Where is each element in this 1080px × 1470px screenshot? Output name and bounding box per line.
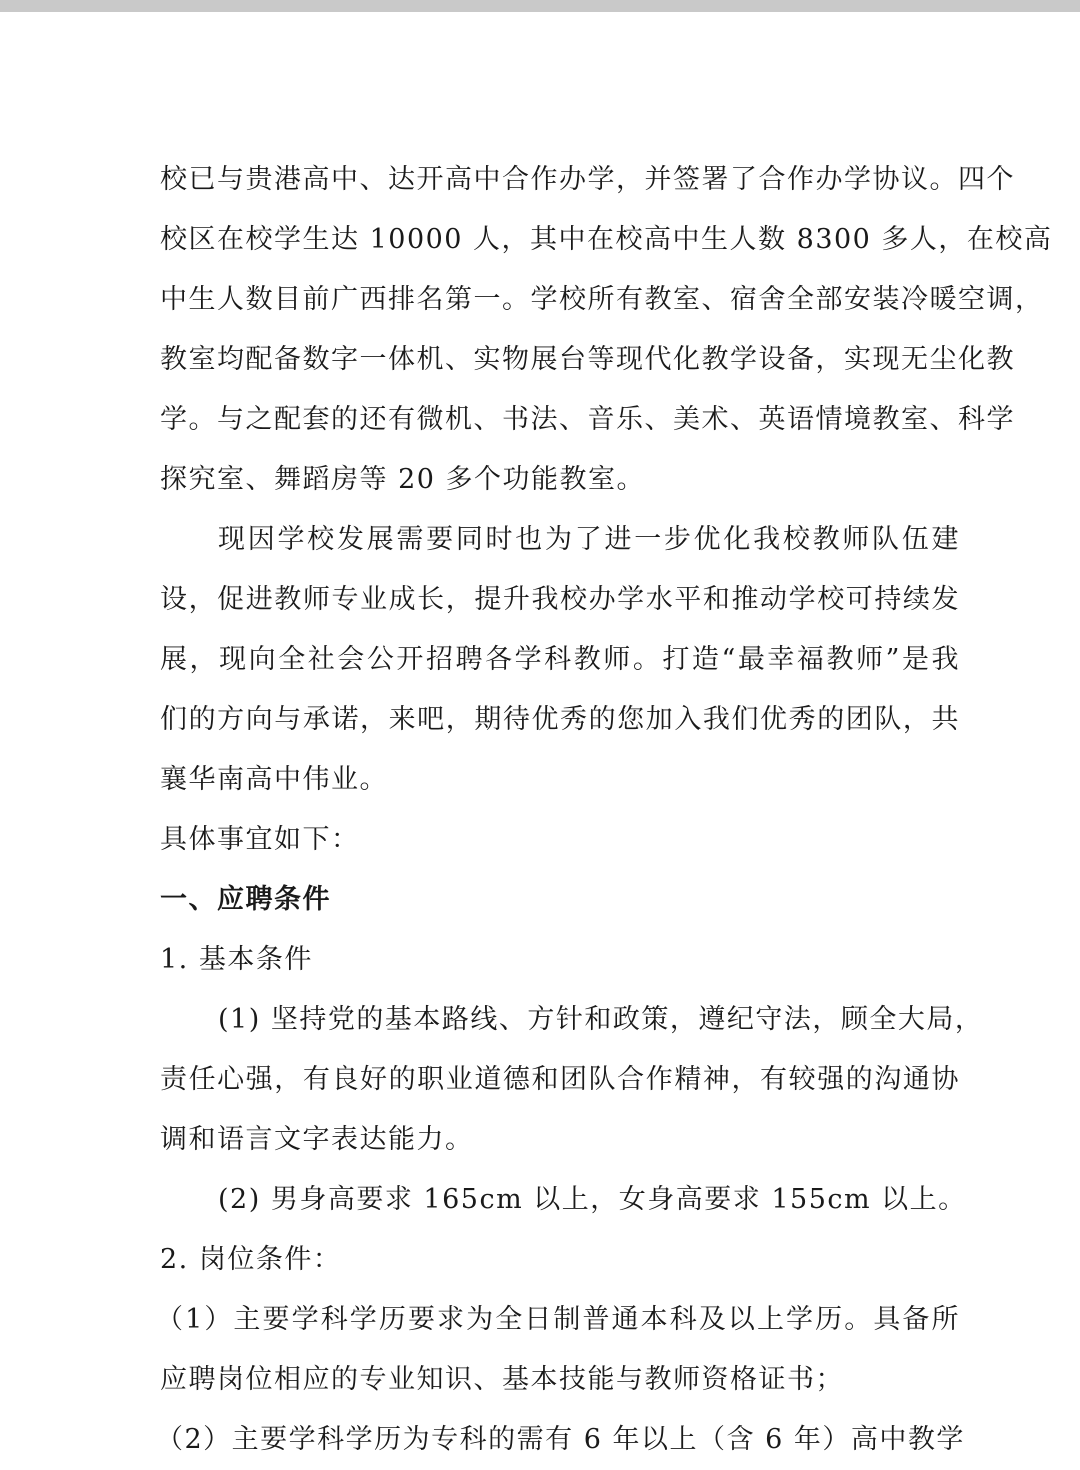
post-condition-1 [156, 1290, 960, 1410]
text-line: 中生人数目前广西排名第一。学校所有教室、宿舍全部安装冷暖空调， [160, 284, 1044, 315]
section-heading: 一、应聘条件 [160, 884, 331, 915]
basic-condition-1 [160, 990, 984, 1170]
intro-line: 具体事宜如下： [160, 824, 360, 855]
subsection-basic-title: 1. 基本条件 [160, 944, 313, 975]
text-line: （1）主要学科学历要求为全日制普通本科及以上学历。具备所 [156, 1304, 960, 1335]
text-line: 探究室、舞蹈房等 20 多个功能教室。 [160, 464, 646, 495]
basic-condition-2: (2) 男身高要求 165cm 以上，女身高要求 155cm 以上。 [218, 1184, 967, 1215]
text-line: 应聘岗位相应的专业知识、基本技能与教师资格证书； [160, 1364, 844, 1395]
text-line: 校区在校学生达 10000 人，其中在校高中生人数 8300 多人，在校高 [160, 224, 1053, 255]
text-line: 们的方向与承诺，来吧，期待优秀的您加入我们优秀的团队，共 [160, 704, 960, 735]
document-page [156, 150, 1053, 1470]
text-line: 责任心强，有良好的职业道德和团队合作精神，有较强的沟通协 [160, 1064, 960, 1095]
text-line: 校已与贵港高中、达开高中合作办学，并签署了合作办学协议。四个 [160, 164, 1015, 195]
text-line: 教室均配备数字一体机、实物展台等现代化教学设备，实现无尘化教 [160, 344, 1015, 375]
top-bar [0, 0, 1080, 12]
text-line: 展，现向全社会公开招聘各学科教师。打造“最幸福教师”是我 [160, 644, 960, 675]
text-line: 学。与之配套的还有微机、书法、音乐、美术、英语情境教室、科学 [160, 404, 1015, 435]
subsection-post-title: 2. 岗位条件： [160, 1244, 342, 1275]
paragraph-recruitment-purpose [160, 510, 960, 810]
text-line: 调和语言文字表达能力。 [160, 1124, 474, 1155]
text-line: 设，促进教师专业成长，提升我校办学水平和推动学校可持续发 [160, 584, 960, 615]
text-line: 现因学校发展需要同时也为了进一步优化我校教师队伍建 [218, 524, 960, 555]
text-line: (1) 坚持党的基本路线、方针和政策，遵纪守法，顾全大局， [218, 1004, 984, 1035]
paragraph-school-intro [160, 150, 1053, 510]
post-condition-2: （2）主要学科学历为专科的需有 6 年以上（含 6 年）高中教学 [156, 1424, 965, 1455]
text-line: 襄华南高中伟业。 [160, 764, 388, 795]
